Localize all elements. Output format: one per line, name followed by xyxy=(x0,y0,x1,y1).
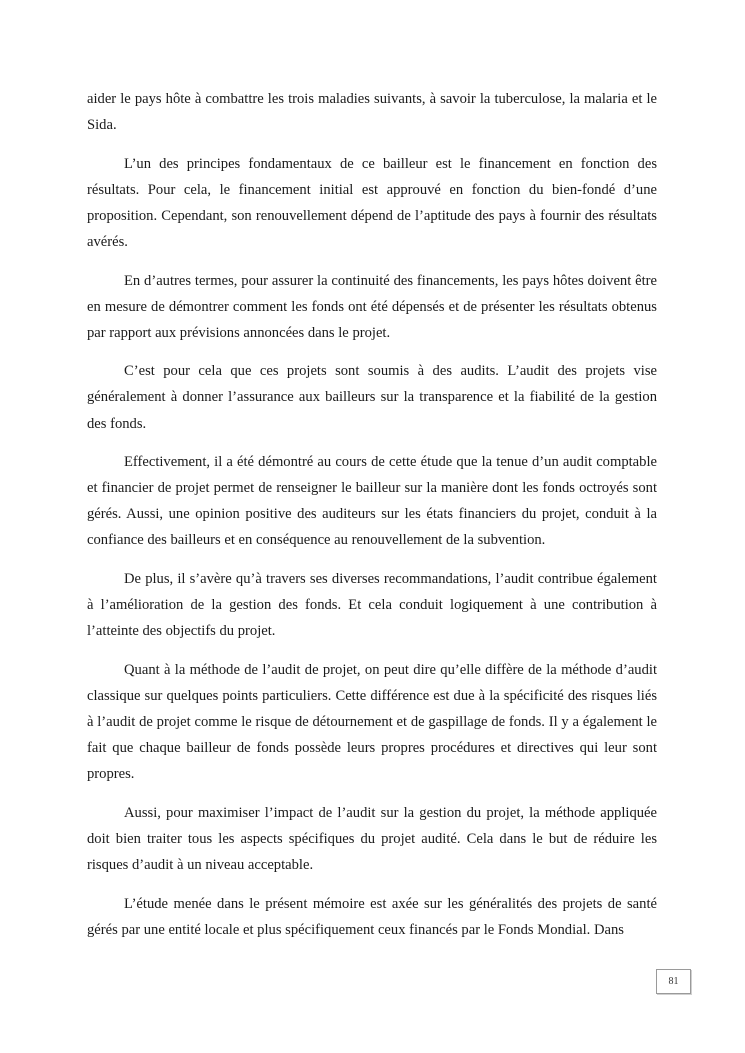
paragraph: C’est pour cela que ces projets sont soumis à des audits. L’audit des projets vise généralement à donner l’assurance aux bailleurs sur la transparence et la fiabilité de la gestion des fonds. xyxy=(87,363,657,432)
paragraph: Quant à la méthode de l’audit de projet, on peut dire qu’elle diffère de la méthode d’audit classique sur quelques points particuliers. Cette différence est due à la spécificité des risques liés à l’audit de projet comme le risque de détournement et de gaspillage de fonds. Il y a également le fait que chaque bailleur de fonds possède leurs propres procédures et directives qui leur sont propres. xyxy=(87,661,657,783)
paragraph: De plus, il s’avère qu’à travers ses diverses recommandations, l’audit contribue également à l’amélioration de la gestion des fonds. Et cela conduit logiquement à une contribution à l’atteinte des objectifs du projet. xyxy=(87,571,657,640)
paragraph: L’un des principes fondamentaux de ce bailleur est le financement en fonction des résultats. Pour cela, le financement initial est approuvé en fonction du bien-fondé d’une proposition. Cependant, son renouvellement dépend de l’aptitude des pays à fournir des résultats avérés. xyxy=(87,155,657,250)
paragraph: L’étude menée dans le présent mémoire est axée sur les généralités des projets de santé gérés par une entité locale et plus spécifiquement ceux financés par le Fonds Mondial. Dans xyxy=(87,895,657,938)
paragraph: En d’autres termes, pour assurer la continuité des financements, les pays hôtes doivent être en mesure de démontrer comment les fonds ont été dépensés et de présenter les résultats obtenus par rapport aux prévisions annoncées dans le projet. xyxy=(87,272,657,341)
paragraph: Aussi, pour maximiser l’impact de l’audit sur la gestion du projet, la méthode appliquée doit bien traiter tous les aspects spécifiques du projet audité. Cela dans le but de réduire les risques d’audit à un niveau acceptable. xyxy=(87,804,657,873)
paragraph-continuation: aider le pays hôte à combattre les trois maladies suivants, à savoir la tuberculose, la malaria et le Sida. xyxy=(87,91,657,134)
paragraph: Effectivement, il a été démontré au cours de cette étude que la tenue d’un audit comptable et financier de projet permet de renseigner le bailleur sur la manière dont les fonds octroyés sont gérés. Aussi, une opinion positive des auditeurs sur les états financiers du projet, conduit à la confiance des bailleurs et en conséquence au renouvellement de la subvention. xyxy=(87,454,657,549)
body-text xyxy=(87,86,657,955)
page-number: 81 xyxy=(656,969,691,994)
